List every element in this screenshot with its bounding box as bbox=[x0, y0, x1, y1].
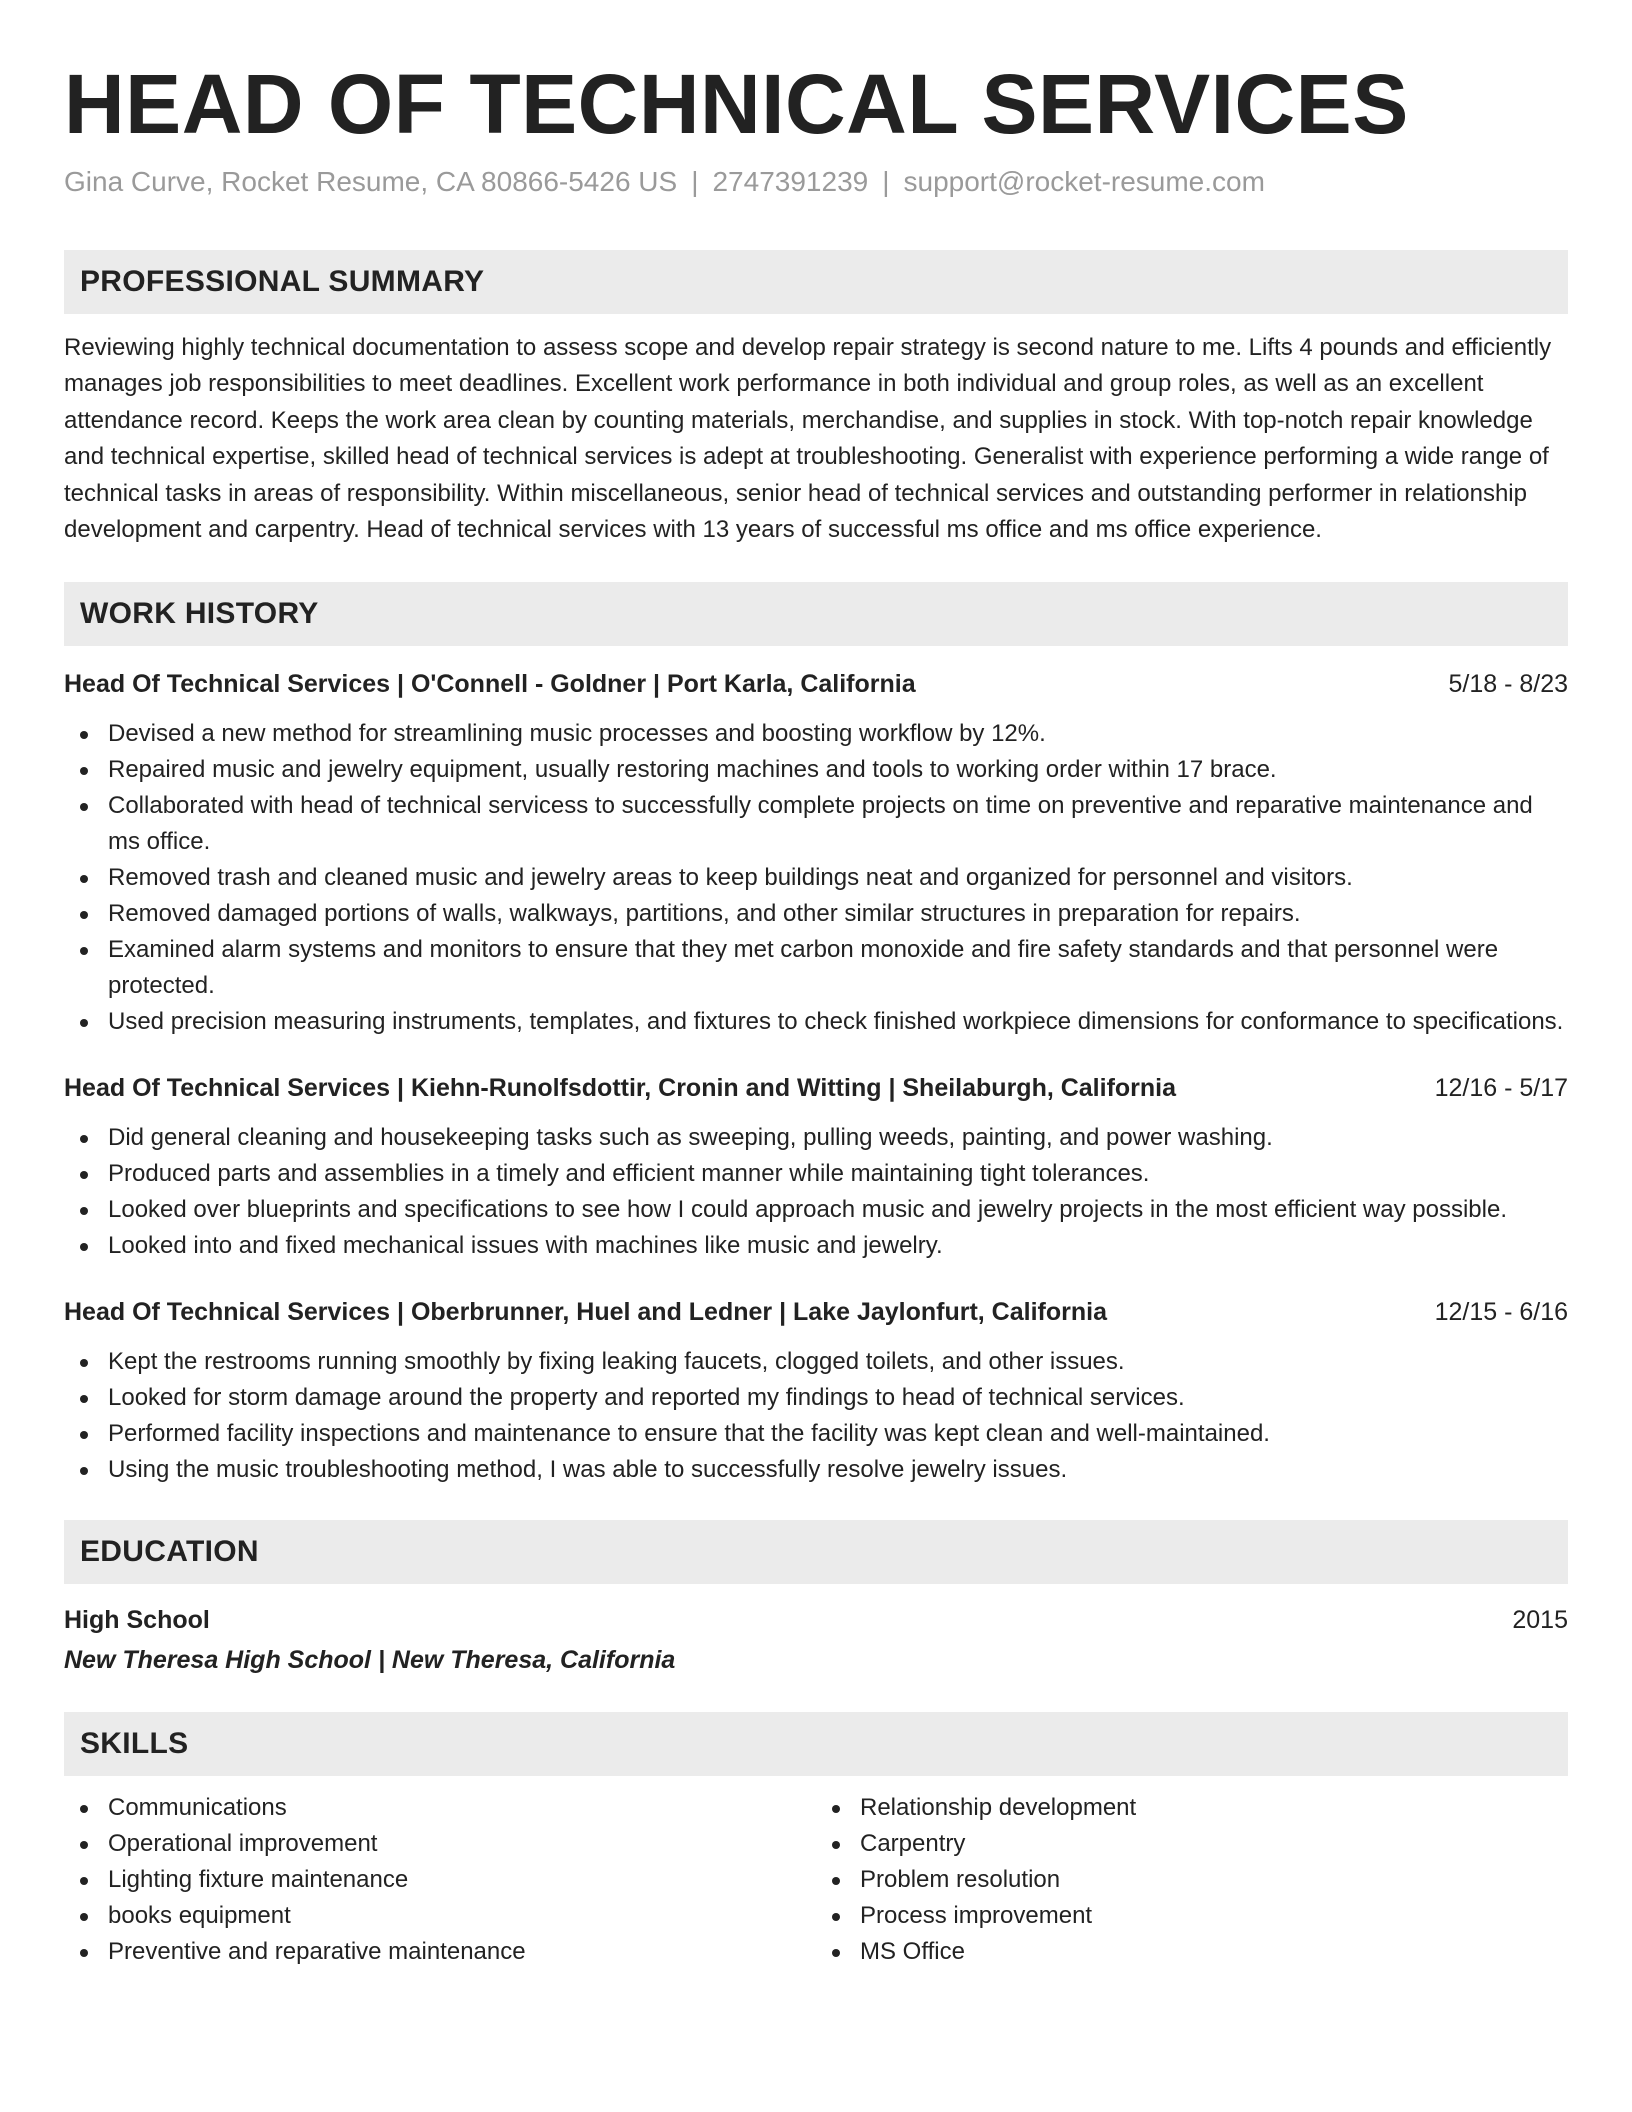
job-bullet: Examined alarm systems and monitors to ensure that they met carbon monoxide and fire safety standards and that personnel were protected. bbox=[64, 932, 1568, 1004]
job-bullet: Kept the restrooms running smoothly by fixing leaking faucets, clogged toilets, and other issues. bbox=[64, 1344, 1568, 1380]
job-bullet: Did general cleaning and housekeeping tasks such as sweeping, pulling weeds, painting, and power washing. bbox=[64, 1120, 1568, 1156]
skill-item: Problem resolution bbox=[816, 1862, 1568, 1898]
skill-item: MS Office bbox=[816, 1934, 1568, 1970]
education-school: New Theresa High School | New Theresa, California bbox=[64, 1646, 676, 1675]
job-bullets bbox=[64, 716, 1568, 1040]
contact-email: support@rocket-resume.com bbox=[903, 166, 1265, 197]
skill-item: Preventive and reparative maintenance bbox=[64, 1934, 816, 1970]
job-bullet: Looked into and fixed mechanical issues with machines like music and jewelry. bbox=[64, 1228, 1568, 1264]
job-bullet: Repaired music and jewelry equipment, usually restoring machines and tools to working order within 17 brace. bbox=[64, 752, 1568, 788]
summary-text: Reviewing highly technical documentation to assess scope and develop repair strategy is second nature to me. Lifts 4 pounds and efficiently manages job responsibilities to meet deadlines. Excellent work performance in both individual and group roles, as well as an excellent attendance record. Keeps the work area clean by counting materials, merchandise, and supplies in stock. With top-notch repair knowledge and technical expertise, skilled head of technical services is adept at troubleshooting. Generalist with experience performing a wide range of technical tasks in areas of responsibility. Within miscellaneous, senior head of technical services and outstanding performer in relationship development and carpentry. Head of technical services with 13 years of successful ms office and ms office experience. bbox=[64, 334, 1552, 544]
education-year: 2015 bbox=[1512, 1606, 1568, 1635]
job-bullet: Looked for storm damage around the property and reported my findings to head of technical services. bbox=[64, 1380, 1568, 1416]
job-dates: 12/15 - 6/16 bbox=[1434, 1298, 1568, 1327]
skill-item: Communications bbox=[64, 1790, 816, 1826]
contact-separator: | bbox=[882, 166, 890, 197]
section-heading-work-history: WORK HISTORY bbox=[64, 582, 1568, 646]
job-bullet: Performed facility inspections and maintenance to ensure that the facility was kept clean and well-maintained. bbox=[64, 1416, 1568, 1452]
education-entry bbox=[64, 1602, 1568, 1678]
skill-item: Operational improvement bbox=[64, 1826, 816, 1862]
contact-separator: | bbox=[691, 166, 699, 197]
job-bullet: Removed damaged portions of walls, walkways, partitions, and other similar structures in preparation for repairs. bbox=[64, 896, 1568, 932]
job-title: Head Of Technical Services | O'Connell - Goldner | Port Karla, California bbox=[64, 670, 916, 699]
job-title: Head Of Technical Services | Oberbrunner, Huel and Ledner | Lake Jaylonfurt, California bbox=[64, 1298, 1107, 1327]
job-entry bbox=[64, 666, 1568, 1040]
job-entry bbox=[64, 1294, 1568, 1488]
skill-item: books equipment bbox=[64, 1898, 816, 1934]
job-header bbox=[64, 1294, 1568, 1330]
job-bullet: Collaborated with head of technical servicess to successfully complete projects on time on preventive and reparative maintenance and ms office. bbox=[64, 788, 1568, 860]
job-title: Head Of Technical Services | Kiehn-Runolfsdottir, Cronin and Witting | Sheilaburgh, California bbox=[64, 1074, 1177, 1103]
skill-item: Relationship development bbox=[816, 1790, 1568, 1826]
skill-item: Lighting fixture maintenance bbox=[64, 1862, 816, 1898]
section-heading-summary: PROFESSIONAL SUMMARY bbox=[64, 250, 1568, 314]
section-heading-skills: SKILLS bbox=[64, 1712, 1568, 1776]
job-dates: 12/16 - 5/17 bbox=[1434, 1074, 1568, 1103]
resume-title: HEAD OF TECHNICAL SERVICES bbox=[64, 57, 1409, 151]
section-heading-education: EDUCATION bbox=[64, 1520, 1568, 1584]
job-bullet: Produced parts and assemblies in a timely and efficient manner while maintaining tight tolerances. bbox=[64, 1156, 1568, 1192]
job-bullet: Used precision measuring instruments, templates, and fixtures to check finished workpiece dimensions for conformance to specifications. bbox=[64, 1004, 1568, 1040]
skill-item: Process improvement bbox=[816, 1898, 1568, 1934]
job-entry bbox=[64, 1070, 1568, 1264]
job-dates: 5/18 - 8/23 bbox=[1448, 670, 1568, 699]
contact-line bbox=[64, 164, 1568, 200]
job-bullets bbox=[64, 1120, 1568, 1264]
skills-column-left bbox=[64, 1790, 816, 1970]
job-bullet: Using the music troubleshooting method, I was able to successfully resolve jewelry issues. bbox=[64, 1452, 1568, 1488]
skills-bullets bbox=[816, 1790, 1568, 1970]
skill-item: Carpentry bbox=[816, 1826, 1568, 1862]
job-bullet: Removed trash and cleaned music and jewelry areas to keep buildings neat and organized for personnel and visitors. bbox=[64, 860, 1568, 896]
skills-list bbox=[64, 1790, 1568, 1970]
contact-phone: 2747391239 bbox=[712, 166, 869, 197]
job-bullet: Devised a new method for streamlining music processes and boosting workflow by 12%. bbox=[64, 716, 1568, 752]
skills-bullets bbox=[64, 1790, 816, 1970]
education-header bbox=[64, 1602, 1568, 1638]
job-bullets bbox=[64, 1344, 1568, 1488]
job-header bbox=[64, 666, 1568, 702]
contact-address: Gina Curve, Rocket Resume, CA 80866-5426 US bbox=[64, 166, 678, 197]
job-bullet: Looked over blueprints and specifications to see how I could approach music and jewelry projects in the most efficient way possible. bbox=[64, 1192, 1568, 1228]
education-degree: High School bbox=[64, 1606, 210, 1635]
job-header bbox=[64, 1070, 1568, 1106]
skills-column-right bbox=[816, 1790, 1568, 1970]
